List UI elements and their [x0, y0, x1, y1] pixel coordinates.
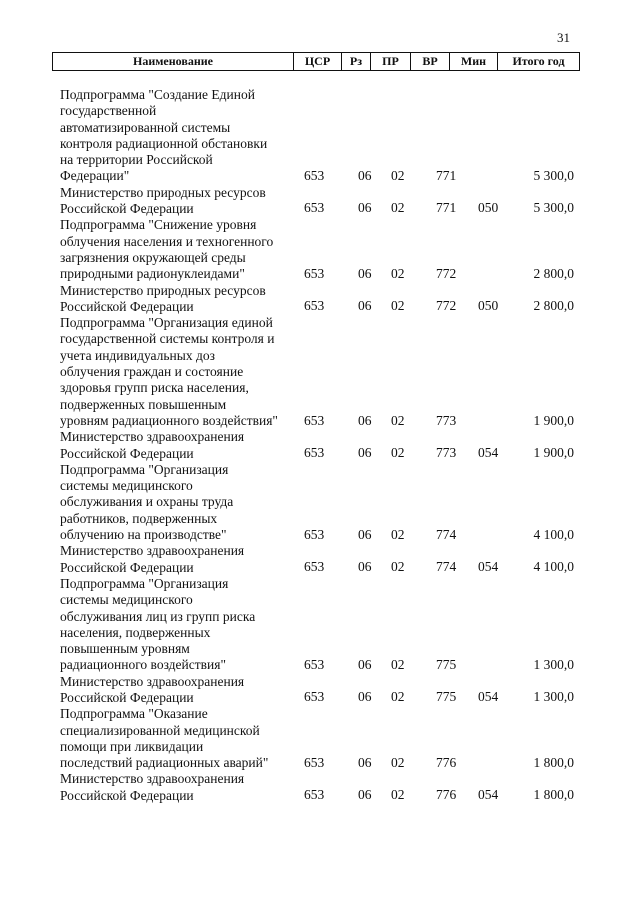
row-csr: 653	[304, 266, 325, 282]
row-name: Министерство здравоохранения Российской Федерации	[60, 429, 245, 461]
row-pr: 02	[391, 444, 405, 460]
row-total: 2 800,0	[533, 297, 574, 313]
table-row	[60, 543, 580, 576]
row-vr: 771	[436, 168, 457, 184]
row-rz: 06	[358, 657, 372, 673]
row-csr: 653	[304, 755, 325, 771]
row-csr: 653	[304, 412, 325, 428]
row-pr: 02	[391, 168, 405, 184]
header-min: Мин	[450, 53, 498, 70]
row-name: Министерство здравоохранения Российской Федерации	[60, 673, 245, 705]
row-rz: 06	[358, 266, 372, 282]
row-vr: 775	[436, 657, 457, 673]
row-name: Министерство природных ресурсов Российской Федерации	[60, 184, 266, 217]
row-csr: 653	[304, 688, 325, 704]
row-rz: 06	[358, 527, 372, 543]
table-row	[60, 315, 580, 429]
row-pr: 02	[391, 786, 405, 802]
row-csr: 653	[304, 657, 325, 673]
table-body	[60, 87, 580, 804]
row-total: 4 100,0	[533, 527, 574, 543]
row-name: Подпрограмма "Снижение уровня облучения населения и техногенного загрязнения окружающей среды природными радионуклеидами"	[60, 217, 274, 282]
header-csr: ЦСР	[294, 53, 342, 70]
row-rz: 06	[358, 200, 372, 216]
row-csr: 653	[304, 786, 325, 802]
row-total: 1 300,0	[533, 688, 574, 704]
row-total: 5 300,0	[533, 168, 574, 184]
row-vr: 775	[436, 688, 457, 704]
row-rz: 06	[358, 412, 372, 428]
row-name: Подпрограмма "Создание Единой государственной автоматизированной системы контроля радиационной обстановки на территории Российской Федерации"	[60, 87, 268, 184]
row-rz: 06	[358, 688, 372, 704]
table-row	[60, 185, 580, 218]
row-csr: 653	[304, 527, 325, 543]
table-row	[60, 706, 580, 771]
table-row	[60, 283, 580, 316]
header-name: Наименование	[53, 53, 294, 70]
row-csr: 653	[304, 200, 325, 216]
row-rz: 06	[358, 444, 372, 460]
row-name: Подпрограмма "Оказание специализированной медицинской помощи при ликвидации последствий радиационных аварий"	[60, 706, 269, 771]
row-vr: 772	[436, 266, 457, 282]
row-pr: 02	[391, 412, 405, 428]
row-pr: 02	[391, 266, 405, 282]
row-total: 1 900,0	[533, 412, 574, 428]
table-row	[60, 771, 580, 804]
row-vr: 776	[436, 755, 457, 771]
header-vr: ВР	[411, 53, 450, 70]
row-min: 054	[478, 444, 499, 460]
table-row	[60, 87, 580, 185]
row-total: 1 800,0	[533, 755, 574, 771]
row-rz: 06	[358, 168, 372, 184]
row-total: 1 900,0	[533, 444, 574, 460]
row-name: Подпрограмма "Организация системы медицинского обслуживания и охраны труда работников, подверженных облучению на производстве"	[60, 461, 234, 543]
row-min: 050	[478, 200, 499, 216]
row-name: Подпрограмма "Организация единой государственной системы контроля и учета индивидуальных доз облучения граждан и состояние здоровья групп риска населения, подверженных повышенным уровням радиационного воздействия"	[60, 315, 278, 428]
row-csr: 653	[304, 297, 325, 313]
row-csr: 653	[304, 444, 325, 460]
table-row	[60, 576, 580, 674]
row-vr: 772	[436, 297, 457, 313]
row-csr: 653	[304, 168, 325, 184]
row-min: 050	[478, 297, 499, 313]
row-total: 1 300,0	[533, 657, 574, 673]
row-total: 5 300,0	[533, 200, 574, 216]
row-name: Министерство здравоохранения Российской Федерации	[60, 771, 245, 803]
row-name: Министерство природных ресурсов Российской Федерации	[60, 282, 266, 314]
row-pr: 02	[391, 688, 405, 704]
header-total: Итого год	[512, 54, 565, 68]
table-row	[60, 217, 580, 282]
row-vr: 774	[436, 527, 457, 543]
row-vr: 776	[436, 786, 457, 802]
row-pr: 02	[391, 200, 405, 216]
header-rz: Рз	[342, 53, 371, 70]
row-vr: 773	[436, 444, 457, 460]
row-pr: 02	[391, 558, 405, 574]
row-vr: 771	[436, 200, 457, 216]
row-rz: 06	[358, 786, 372, 802]
row-total: 2 800,0	[533, 266, 574, 282]
row-csr: 653	[304, 558, 325, 574]
page-number: 31	[557, 30, 570, 45]
row-min: 054	[478, 786, 499, 802]
row-name: Министерство здравоохранения Российской Федерации	[60, 543, 245, 575]
row-vr: 774	[436, 558, 457, 574]
row-vr: 773	[436, 412, 457, 428]
row-rz: 06	[358, 558, 372, 574]
row-rz: 06	[358, 297, 372, 313]
row-pr: 02	[391, 755, 405, 771]
row-min: 054	[478, 688, 499, 704]
row-total: 4 100,0	[533, 558, 574, 574]
row-pr: 02	[391, 657, 405, 673]
row-pr: 02	[391, 297, 405, 313]
table-row	[60, 429, 580, 462]
row-name: Подпрограмма "Организация системы медицинского обслуживания лиц из групп риска населения, подверженных повышенным уровням радиационного воздействия"	[60, 575, 256, 673]
header-pr: ПР	[371, 53, 411, 70]
row-rz: 06	[358, 755, 372, 771]
table-row	[60, 462, 580, 543]
row-total: 1 800,0	[533, 786, 574, 802]
row-min: 054	[478, 558, 499, 574]
table-row	[60, 674, 580, 707]
table-header	[52, 52, 580, 71]
row-pr: 02	[391, 527, 405, 543]
